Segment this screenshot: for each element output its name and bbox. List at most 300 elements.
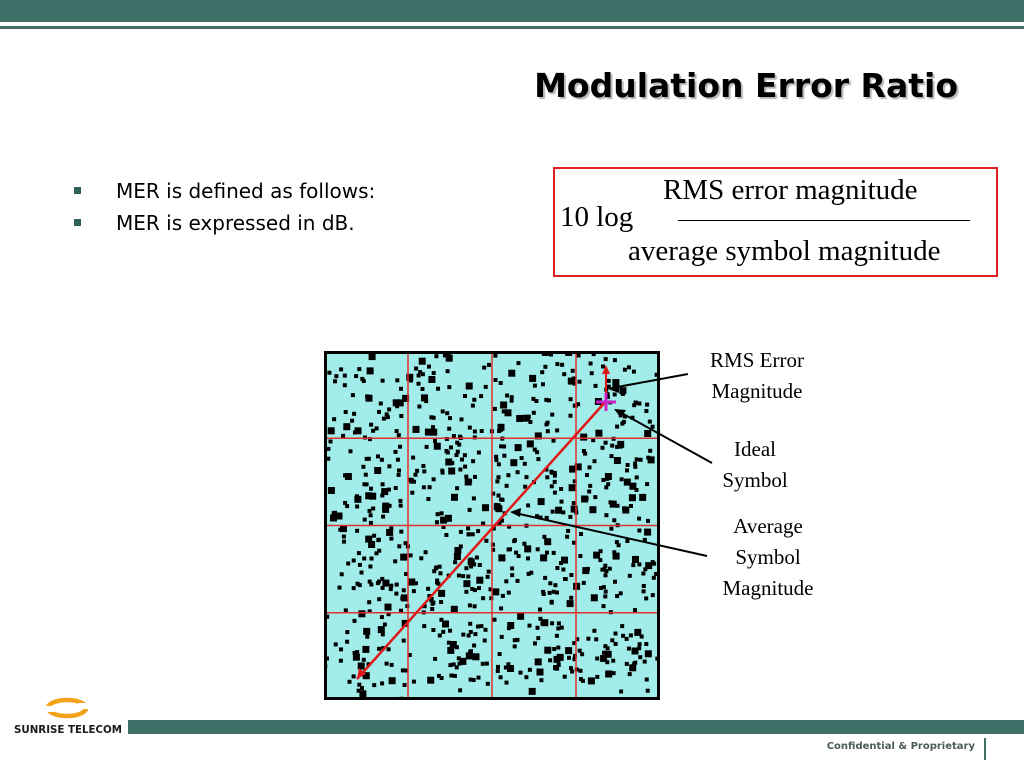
symbol-dot: [404, 541, 408, 545]
symbol-dot: [421, 464, 425, 468]
symbol-dot: [334, 374, 338, 378]
symbol-dot: [427, 365, 431, 369]
symbol-dot: [579, 532, 583, 536]
symbol-dot: [628, 574, 632, 578]
symbol-dot: [364, 473, 368, 477]
symbol-dot: [365, 394, 369, 398]
symbol-dot: [376, 454, 380, 458]
sunrise-telecom-logo: [12, 695, 124, 743]
symbol-dot: [399, 387, 403, 391]
symbol-dot: [395, 404, 399, 408]
symbol-dot: [569, 466, 576, 473]
symbol-dot: [565, 535, 569, 539]
symbol-dot: [510, 566, 514, 570]
symbol-dot: [524, 675, 528, 679]
symbol-dot: [412, 589, 416, 593]
symbol-dot: [389, 537, 393, 541]
symbol-dot: [436, 512, 440, 516]
symbol-dot: [372, 683, 376, 687]
logo-text: SUNRISE TELECOM: [14, 724, 122, 736]
formula-box: [553, 167, 998, 277]
symbol-dot: [389, 677, 396, 684]
symbol-dot: [367, 367, 374, 374]
symbol-dot: [578, 554, 582, 558]
symbol-dot: [353, 619, 357, 623]
symbol-dot: [369, 423, 373, 427]
symbol-dot: [482, 504, 489, 511]
symbol-dot: [354, 496, 361, 503]
footer-confidential: Confidential & Proprietary: [826, 741, 975, 752]
symbol-dot: [417, 405, 421, 409]
symbol-dot: [396, 458, 400, 462]
symbol-dot: [638, 655, 642, 659]
symbol-dot: [567, 600, 574, 607]
symbol-dot: [460, 458, 464, 462]
symbol-dot: [466, 575, 470, 579]
symbol-dot: [569, 573, 573, 577]
symbol-dot: [625, 637, 629, 641]
symbol-dot: [631, 563, 635, 567]
symbol-dot: [449, 445, 453, 449]
symbol-dot: [473, 430, 477, 434]
symbol-dot: [539, 516, 543, 520]
symbol-dot: [545, 551, 549, 555]
symbol-dot: [556, 626, 560, 630]
symbol-dot: [621, 634, 625, 638]
symbol-dot: [642, 584, 646, 588]
symbol-dot: [441, 471, 445, 475]
symbol-dot: [422, 485, 426, 489]
symbol-dot: [461, 633, 465, 637]
symbol-dot: [377, 647, 381, 651]
symbol-dot: [339, 647, 343, 651]
symbol-dot: [438, 634, 442, 638]
symbol-dot: [645, 562, 652, 569]
symbol-dot: [372, 534, 376, 538]
symbol-dot: [633, 462, 637, 466]
symbol-dot: [395, 429, 399, 433]
symbol-dot: [369, 487, 373, 491]
symbol-dot: [414, 581, 418, 585]
symbol-dot: [439, 600, 443, 604]
symbol-dot: [360, 686, 364, 690]
symbol-dot: [412, 680, 416, 684]
symbol-dot: [484, 539, 488, 543]
average-symbol-label: Average Symbol Magnitude: [722, 514, 814, 600]
symbol-dot: [589, 362, 593, 366]
symbol-dot: [629, 664, 636, 671]
constellation-diagram: [324, 351, 660, 700]
symbol-dot: [571, 369, 575, 373]
symbol-dot: [333, 511, 337, 515]
symbol-dot: [399, 504, 403, 508]
footer-separator: [984, 738, 986, 760]
symbol-dot: [330, 515, 337, 522]
symbol-dot: [448, 468, 455, 475]
symbol-dot: [613, 393, 617, 397]
symbol-dot: [514, 551, 518, 555]
symbol-dot: [377, 538, 381, 542]
symbol-dot: [484, 628, 488, 632]
symbol-dot: [480, 429, 484, 433]
symbol-dot: [635, 457, 639, 461]
symbol-dot: [609, 527, 613, 531]
symbol-dot: [495, 479, 499, 483]
symbol-dot: [382, 580, 389, 587]
symbol-dot: [634, 629, 641, 636]
symbol-dot: [502, 454, 506, 458]
symbol-dot: [627, 647, 631, 651]
symbol-dot: [646, 519, 650, 523]
symbol-dot: [454, 553, 461, 560]
symbol-dot: [593, 552, 600, 559]
symbol-dot: [506, 662, 510, 666]
symbol-dot: [605, 473, 612, 480]
symbol-dot: [378, 626, 385, 633]
symbol-dot: [334, 642, 338, 646]
symbol-dot: [582, 581, 586, 585]
symbol-dot: [620, 477, 624, 481]
symbol-dot: [559, 487, 563, 491]
symbol-dot: [379, 402, 383, 406]
symbol-dot: [351, 393, 355, 397]
slide-title: Modulation Error Ratio: [534, 66, 958, 105]
symbol-dot: [613, 580, 617, 584]
symbol-dot: [343, 423, 350, 430]
symbol-dot: [332, 417, 336, 421]
symbol-dot: [501, 594, 505, 598]
symbol-dot: [535, 514, 539, 518]
symbol-dot: [520, 456, 524, 460]
symbol-dot: [541, 590, 545, 594]
symbol-dot: [588, 677, 595, 684]
symbol-dot: [568, 515, 572, 519]
formula-denominator: average symbol magnitude: [628, 235, 941, 267]
symbol-dot: [494, 378, 498, 382]
symbol-dot: [494, 458, 498, 462]
symbol-dot: [352, 674, 356, 678]
symbol-dot: [381, 515, 385, 519]
symbol-dot: [612, 671, 616, 675]
symbol-dot: [356, 582, 360, 586]
symbol-dot: [580, 652, 584, 656]
symbol-dot: [352, 412, 356, 416]
symbol-dot: [381, 379, 385, 383]
symbol-dot: [651, 593, 655, 597]
symbol-dot: [633, 608, 637, 612]
symbol-dot: [604, 573, 608, 577]
symbol-dot: [561, 557, 568, 564]
symbol-dot: [441, 630, 445, 634]
symbol-dot: [608, 567, 612, 571]
symbol-dot: [552, 439, 556, 443]
symbol-dot: [652, 562, 656, 566]
symbol-dot: [619, 591, 623, 595]
symbol-dot: [642, 589, 646, 593]
symbol-dot: [581, 496, 588, 503]
symbol-dot: [477, 451, 481, 455]
symbol-dot: [498, 652, 502, 656]
symbol-dot: [494, 455, 498, 459]
symbol-dot: [402, 639, 406, 643]
company-logo: [12, 695, 124, 743]
symbol-dot: [544, 538, 551, 545]
symbol-dot: [601, 446, 605, 450]
symbol-dot: [645, 482, 649, 486]
symbol-dot: [607, 379, 611, 383]
symbol-dot: [370, 557, 374, 561]
symbol-dot: [644, 642, 648, 646]
symbol-dot: [499, 675, 503, 679]
symbol-dot: [439, 618, 443, 622]
symbol-dot: [358, 563, 362, 567]
bullet-text: MER is expressed in dB.: [116, 211, 355, 235]
symbol-dot: [550, 471, 554, 475]
symbol-dot: [641, 572, 645, 576]
symbol-dot: [457, 574, 461, 578]
symbol-dot: [371, 429, 375, 433]
symbol-dot: [431, 628, 435, 632]
symbol-dot: [455, 645, 459, 649]
symbol-dot: [468, 650, 472, 654]
symbol-dot: [529, 688, 536, 695]
symbol-dot: [422, 624, 426, 628]
symbol-dot: [552, 647, 556, 651]
symbol-dot: [467, 532, 471, 536]
symbol-dot: [600, 568, 604, 572]
symbol-dot: [389, 527, 393, 531]
symbol-dot: [382, 506, 389, 513]
symbol-dot: [557, 621, 561, 625]
symbol-dot: [604, 357, 608, 361]
symbol-dot: [345, 640, 349, 644]
symbol-dot: [362, 379, 366, 383]
symbol-dot: [343, 473, 347, 477]
symbol-dot: [395, 583, 399, 587]
symbol-dot: [540, 554, 547, 561]
symbol-dot: [343, 383, 347, 387]
symbol-dot: [613, 358, 617, 362]
symbol-dot: [481, 596, 485, 600]
symbol-dot: [451, 606, 458, 613]
symbol-dot: [426, 587, 430, 591]
symbol-dot: [477, 586, 481, 590]
symbol-dot: [328, 487, 335, 494]
symbol-dot: [510, 395, 514, 399]
symbol-dot: [528, 624, 532, 628]
symbol-dot: [468, 622, 472, 626]
symbol-dot: [409, 553, 413, 557]
symbol-dot: [473, 604, 477, 608]
symbol-dot: [619, 445, 623, 449]
symbol-dot: [394, 592, 398, 596]
symbol-dot: [632, 370, 636, 374]
symbol-dot: [585, 473, 589, 477]
symbol-dot: [615, 594, 619, 598]
symbol-dot: [590, 371, 594, 375]
symbol-dot: [363, 518, 367, 522]
symbol-dot: [569, 397, 573, 401]
symbol-dot: [527, 440, 534, 447]
symbol-dot: [536, 547, 540, 551]
symbol-dot: [463, 453, 467, 457]
symbol-dot: [476, 529, 480, 533]
symbol-dot: [555, 634, 559, 638]
symbol-dot: [505, 394, 509, 398]
symbol-dot: [643, 660, 647, 664]
symbol-dot: [499, 606, 503, 610]
symbol-dot: [513, 538, 517, 542]
symbol-dot: [555, 507, 562, 514]
symbol-dot: [409, 379, 413, 383]
symbol-dot: [417, 374, 421, 378]
symbol-dot: [540, 370, 544, 374]
symbol-dot: [605, 660, 609, 664]
symbol-dot: [458, 468, 462, 472]
rms-error-label: RMS Error Magnitude: [710, 348, 804, 403]
symbol-dot: [339, 659, 343, 663]
symbol-dot: [338, 586, 342, 590]
symbol-dot: [535, 658, 542, 665]
symbol-dot: [412, 480, 416, 484]
symbol-dot: [648, 449, 652, 453]
symbol-dot: [457, 443, 461, 447]
symbol-dot: [432, 371, 436, 375]
symbol-dot: [565, 647, 572, 654]
symbol-dot: [397, 433, 401, 437]
symbol-dot: [469, 565, 473, 569]
symbol-dot: [639, 458, 643, 462]
symbol-dot: [557, 654, 564, 661]
symbol-dot: [421, 394, 428, 401]
symbol-dot: [620, 624, 624, 628]
symbol-dot: [448, 629, 452, 633]
symbol-dot: [342, 540, 346, 544]
symbol-dot: [390, 663, 394, 667]
symbol-dot: [594, 384, 598, 388]
symbol-dot: [456, 450, 460, 454]
symbol-dot: [545, 516, 549, 520]
symbol-dot: [548, 581, 552, 585]
symbol-dot: [431, 377, 435, 381]
symbol-dot: [466, 527, 470, 531]
symbol-dot: [414, 367, 418, 371]
symbol-dot: [389, 587, 393, 591]
symbol-dot: [536, 457, 540, 461]
symbol-dot: [586, 567, 590, 571]
symbol-dot: [637, 517, 641, 521]
symbol-dot: [468, 603, 472, 607]
symbol-dot: [385, 662, 389, 666]
symbol-dot: [446, 355, 453, 362]
symbol-dot: [616, 504, 620, 508]
symbol-dot: [435, 520, 439, 524]
symbol-dot: [449, 674, 453, 678]
symbol-dot: [519, 671, 523, 675]
symbol-dot: [619, 387, 626, 394]
symbol-dot: [550, 413, 554, 417]
symbol-dot: [467, 634, 471, 638]
symbol-dot: [394, 486, 398, 490]
symbol-dot: [455, 486, 459, 490]
symbol-dot: [577, 354, 581, 358]
symbol-dot: [527, 572, 531, 576]
symbol-dot: [398, 445, 402, 449]
symbol-dot: [505, 484, 509, 488]
symbol-dot: [328, 427, 335, 434]
symbol-dot: [368, 565, 372, 569]
symbol-dot: [361, 465, 365, 469]
symbol-dot: [627, 365, 631, 369]
symbol-dot: [516, 638, 520, 642]
symbol-dot: [610, 444, 614, 448]
symbol-dot: [464, 590, 468, 594]
symbol-dot: [614, 385, 618, 389]
symbol-dot: [345, 630, 349, 634]
symbol-dot: [537, 669, 544, 676]
symbol-dot: [381, 482, 385, 486]
symbol-dot: [437, 674, 441, 678]
symbol-dot: [463, 394, 467, 398]
symbol-dot: [360, 571, 364, 575]
symbol-dot: [529, 375, 536, 382]
symbol-dot: [362, 658, 366, 662]
symbol-dot: [380, 458, 384, 462]
symbol-dot: [395, 378, 399, 382]
symbol-dot: [619, 690, 623, 694]
symbol-dot: [352, 559, 356, 563]
symbol-dot: [536, 626, 540, 630]
symbol-dot: [551, 510, 555, 514]
symbol-dot: [368, 509, 372, 513]
symbol-dot: [433, 439, 437, 443]
symbol-dot: [464, 566, 468, 570]
symbol-dot: [464, 475, 468, 479]
symbol-dot: [353, 431, 357, 435]
symbol-dot: [354, 374, 358, 378]
symbol-dot: [445, 449, 449, 453]
symbol-dot: [569, 414, 573, 418]
symbol-dot: [397, 473, 401, 477]
symbol-dot: [340, 572, 344, 576]
symbol-dot: [546, 429, 550, 433]
symbol-dot: [555, 566, 559, 570]
symbol-dot: [632, 556, 639, 563]
symbol-dot: [572, 501, 576, 505]
symbol-dot: [560, 626, 564, 630]
symbol-dot: [467, 383, 471, 387]
symbol-dot: [453, 674, 457, 678]
symbol-dot: [397, 544, 401, 548]
symbol-dot: [425, 445, 429, 449]
symbol-dot: [591, 594, 598, 601]
symbol-dot: [567, 656, 571, 660]
symbol-dot: [468, 508, 472, 512]
symbol-dot: [614, 457, 621, 464]
symbol-dot: [452, 434, 456, 438]
symbol-dot: [430, 429, 437, 436]
symbol-dot: [369, 493, 376, 500]
symbol-dot: [612, 550, 616, 554]
symbol-dot: [628, 672, 632, 676]
symbol-dot: [569, 596, 573, 600]
symbol-dot: [470, 587, 474, 591]
symbol-dot: [432, 477, 436, 481]
symbol-dot: [339, 367, 343, 371]
symbol-dot: [604, 485, 608, 489]
symbol-dot: [587, 490, 591, 494]
symbol-dot: [363, 628, 370, 635]
